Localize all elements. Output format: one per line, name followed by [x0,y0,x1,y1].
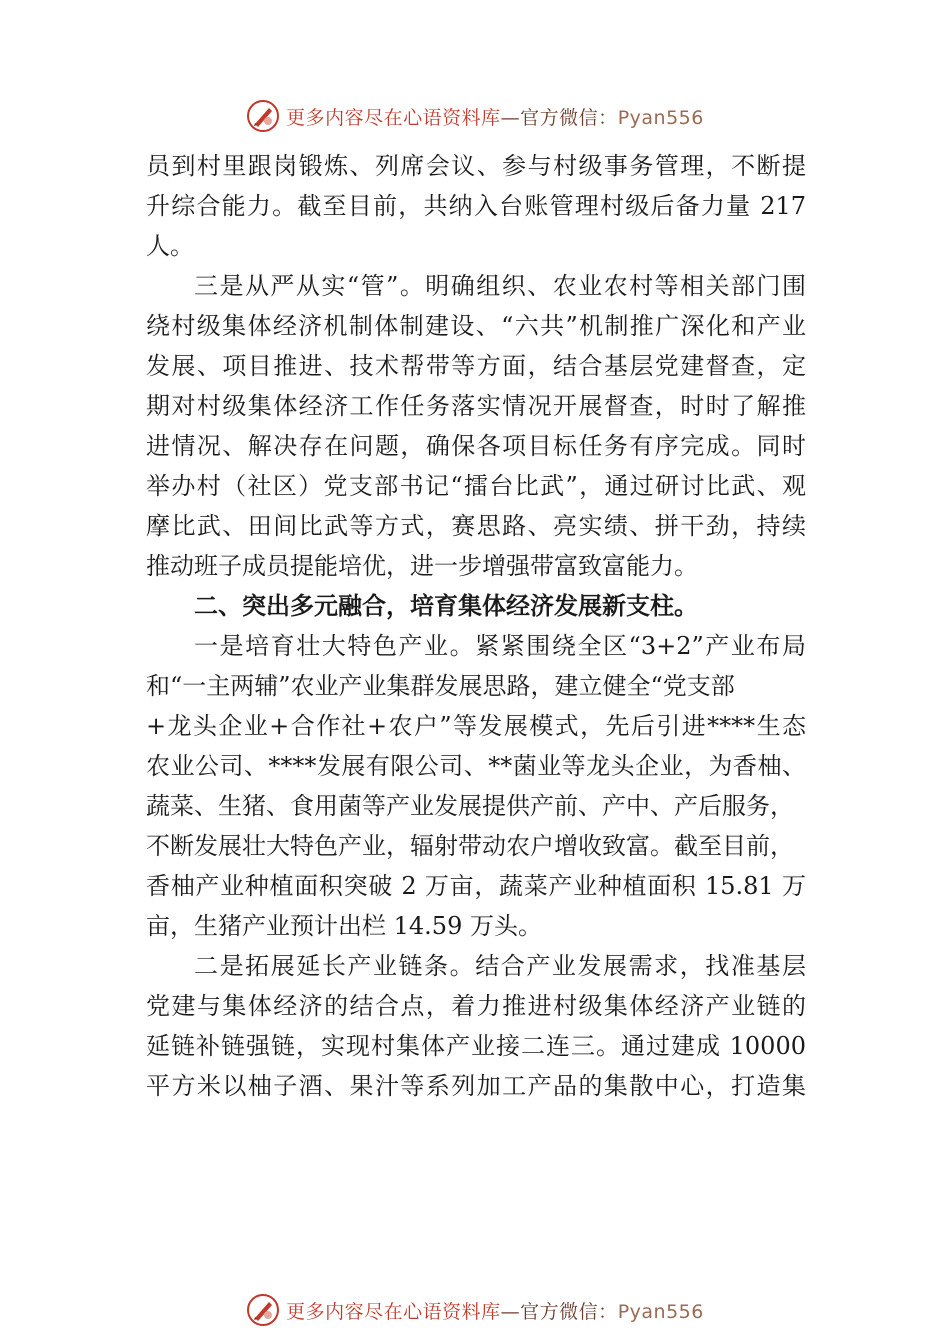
text-line: 摩比武、田间比武等方式，赛思路、亮实绩、拼干劲，持续 [146,512,806,540]
footer-banner [0,1290,950,1330]
text-line: 二是拓展延长产业链条。结合产业发展需求，找准基层 [194,952,806,980]
text-line: +龙头企业+合作社+农户”等发展模式，先后引进****生态 [146,712,806,740]
text-line: 延链补链强链，实现村集体产业接二连三。通过建成 10000 [146,1032,806,1060]
text-line: 党建与集体经济的结合点，着力推进村级集体经济产业链的 [146,992,806,1020]
text-line: 升综合能力。截至目前，共纳入台账管理村级后备力量 217 [146,192,806,220]
text-line: 亩，生猪产业预计出栏 14.59 万头。 [146,912,542,940]
text-line: 进情况、解决存在问题，确保各项目标任务有序完成。同时 [146,432,806,460]
banner-title: 更多内容尽在心语资料库 [286,106,501,129]
banner-text [286,103,704,130]
document-body [146,146,806,1106]
text-line: 推动班子成员提能培优，进一步增强带富致富能力。 [146,552,698,580]
header-banner [0,96,950,136]
text-line: 期对村级集体经济工作任务落实情况开展督查，时时了解推 [146,392,806,420]
text-line: 平方米以柚子酒、果汁等系列加工产品的集散中心，打造集 [146,1072,806,1100]
banner-wechat-id: Pyan556 [617,106,704,129]
text-line: 蔬菜、生猪、食用菌等产业发展提供产前、产中、产后服务， [146,792,794,820]
text-line: 一是培育壮大特色产业。紧紧围绕全区“3+2”产业布局 [194,632,806,660]
banner-title: 更多内容尽在心语资料库 [286,1300,501,1323]
text-line: 三是从严从实“管”。明确组织、农业农村等相关部门围 [194,272,806,300]
pen-seal-icon [246,99,280,133]
text-line: 举办村（社区）党支部书记“擂台比武”，通过研讨比武、观 [146,472,806,500]
banner-wechat-id: Pyan556 [617,1300,704,1323]
section-heading: 二、突出多元融合，培育集体经济发展新支柱。 [194,592,698,620]
pen-seal-icon [246,1293,280,1327]
text-line: 绕村级集体经济机制体制建设、“六共”机制推广深化和产业 [146,312,806,340]
text-line: 不断发展壮大特色产业，辐射带动农户增收致富。截至目前， [146,832,794,860]
text-line: 和“一主两辅”农业产业集群发展思路，建立健全“党支部 [146,672,735,700]
banner-text [286,1297,704,1324]
text-line: 员到村里跟岗锻炼、列席会议、参与村级事务管理，不断提 [146,152,806,180]
banner-wechat-label: —官方微信： [500,106,618,129]
text-line: 农业公司、****发展有限公司、**菌业等龙头企业，为香柚、 [146,752,806,780]
text-line: 香柚产业种植面积突破 2 万亩，蔬菜产业种植面积 15.81 万 [146,872,806,900]
banner-wechat-label: —官方微信： [500,1300,618,1323]
text-line: 人。 [146,232,194,260]
text-line: 发展、项目推进、技术帮带等方面，结合基层党建督查，定 [146,352,806,380]
